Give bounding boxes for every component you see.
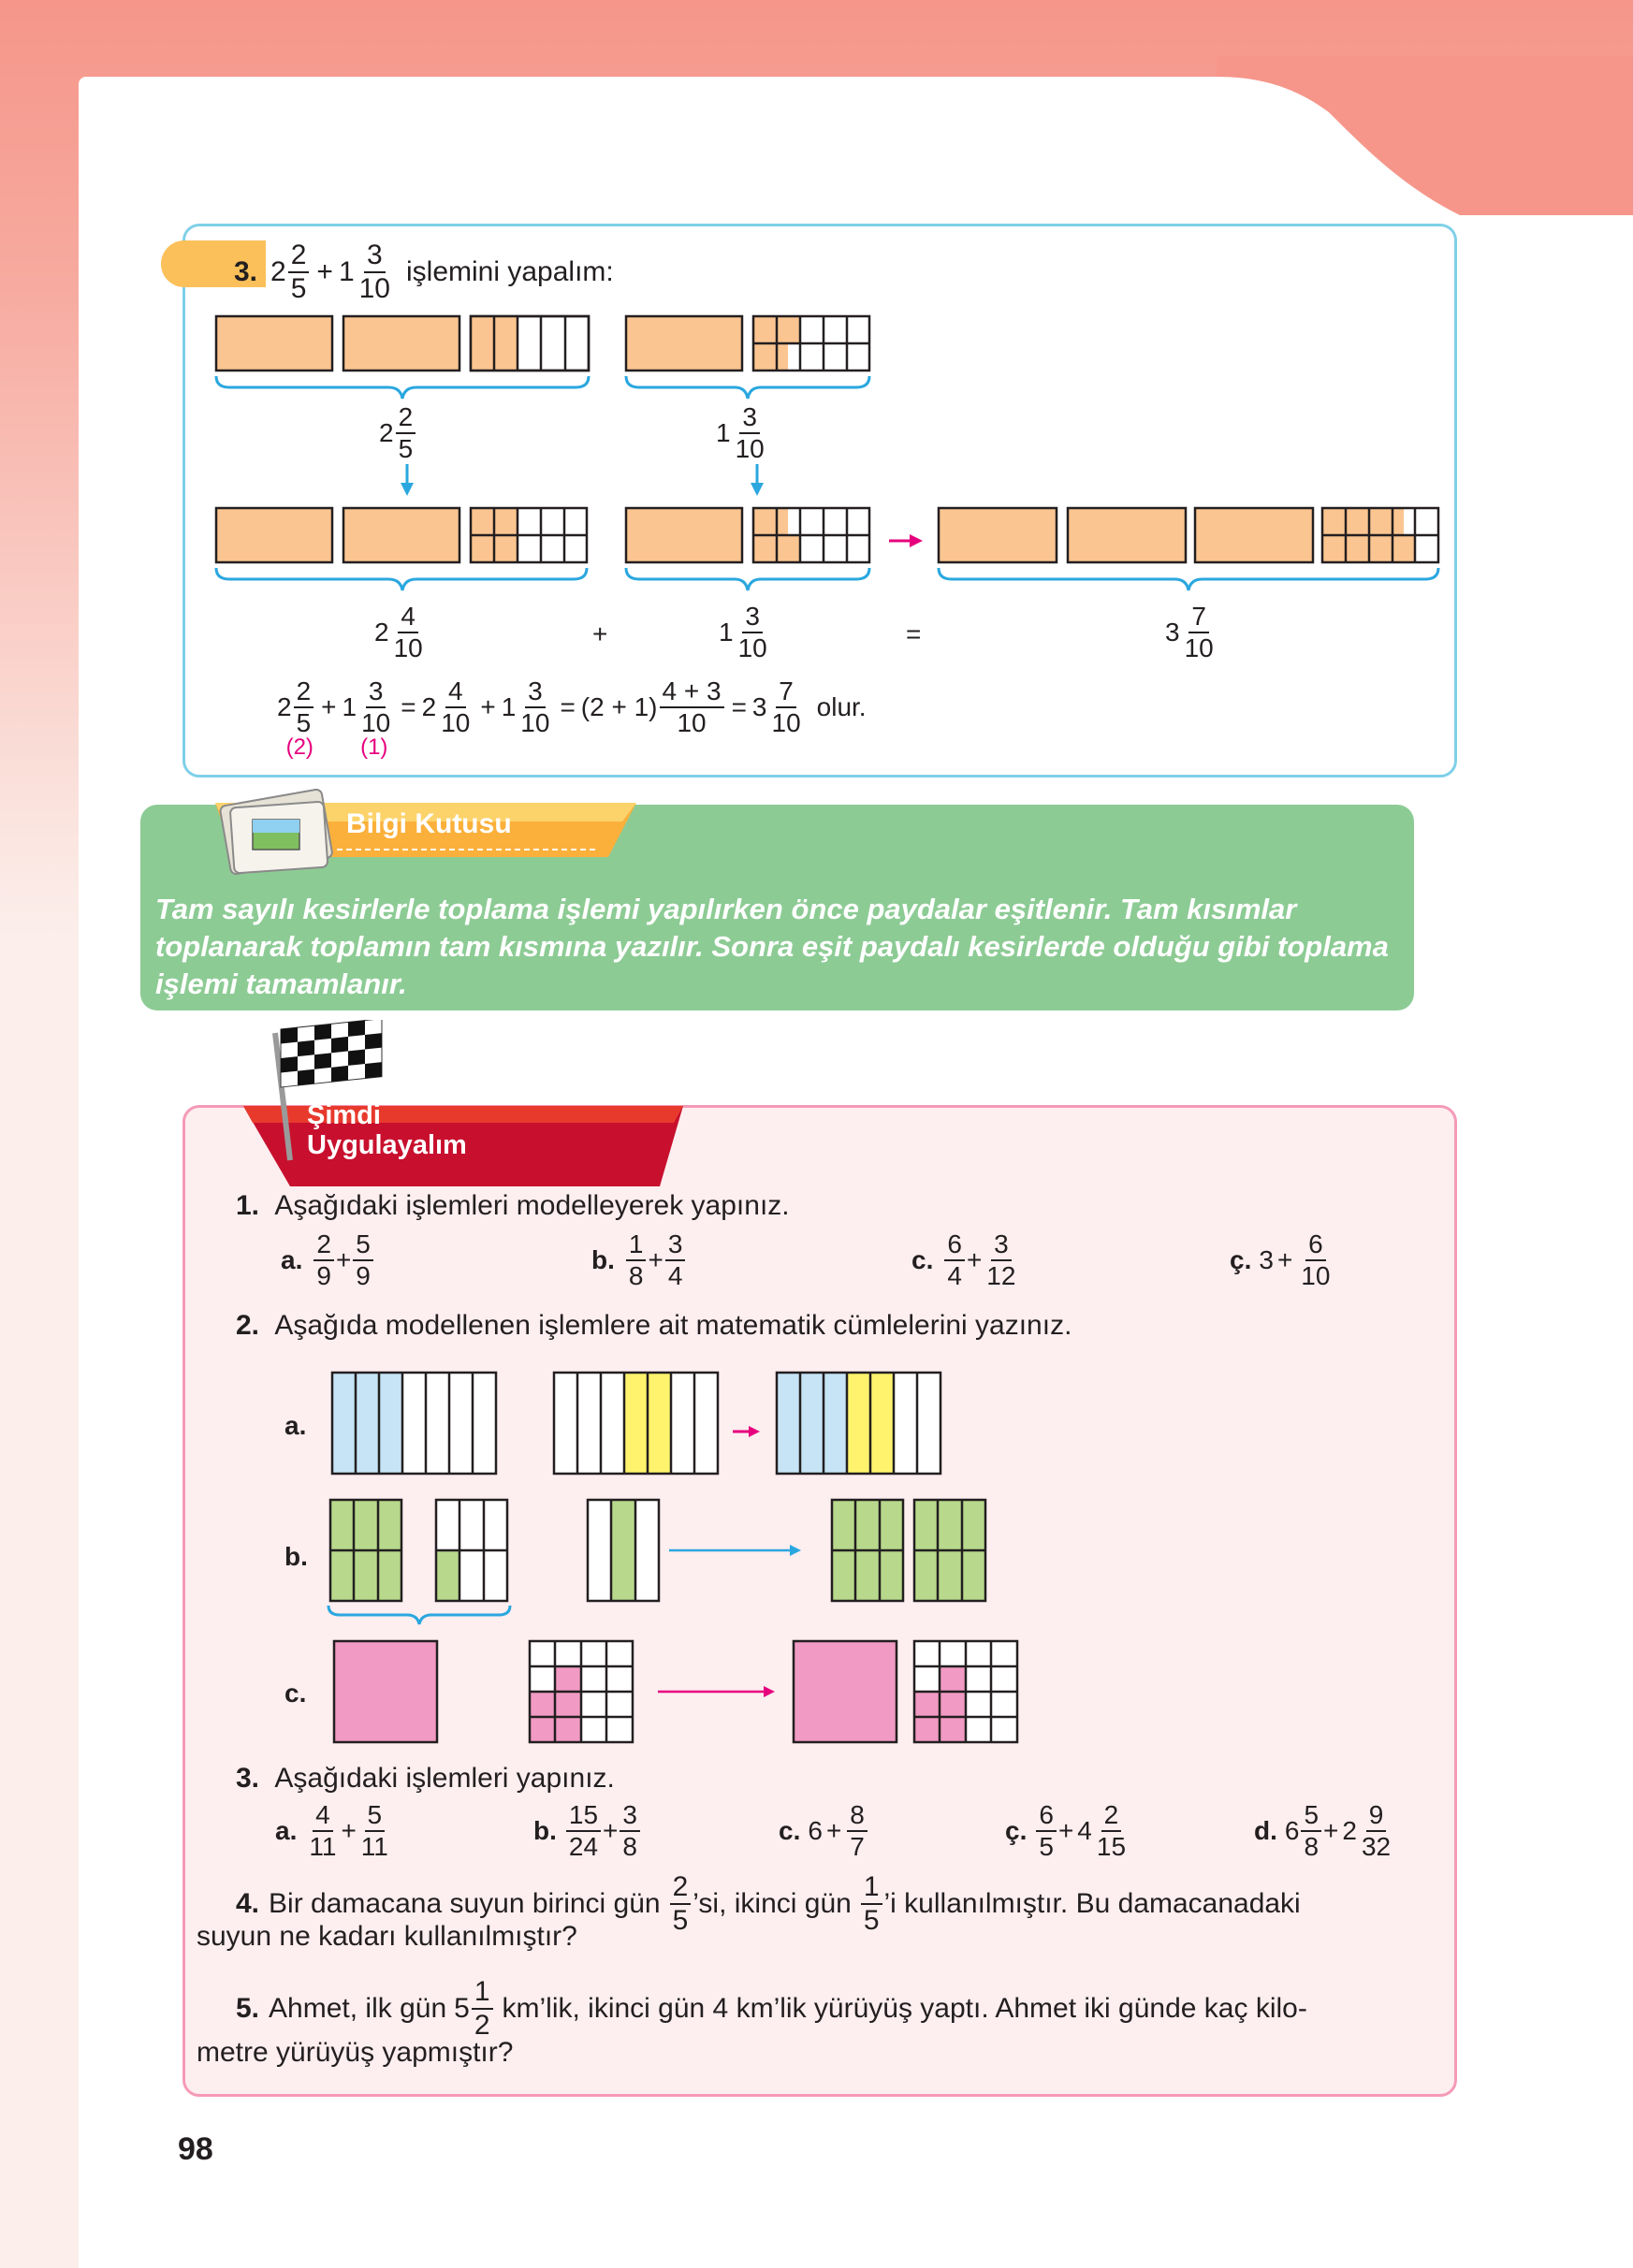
q2-models-diagram	[318, 1361, 1048, 1754]
model-2-4-10	[216, 508, 587, 562]
q1-item-b: b. $\frac{1}{8}$ + $\frac{3}{4}$	[591, 1231, 687, 1289]
model-a-middle	[554, 1373, 718, 1474]
plus-sign: +	[316, 256, 333, 287]
model-1-3-10-b	[626, 508, 869, 562]
q3-item-a: a. $\frac{4}{11}$ + $\frac{5}{11}$	[275, 1800, 388, 1861]
equals-sign: =	[906, 619, 922, 648]
fraction: $\frac{2}{5}$	[288, 241, 310, 303]
label-2-2-5: 2 $\frac{2}{5}$	[379, 404, 417, 462]
question-1: 1. Aşağıdaki işlemleri modelleyerek yapınız.	[236, 1190, 790, 1221]
question-2-text: Aşağıda modellenen işlemlere ait matematik cümlelerini yazınız.	[274, 1310, 1072, 1341]
model-a-result	[777, 1373, 940, 1474]
label-2-4-10: 2 $\frac{4}{10}$	[374, 602, 423, 662]
plus-sign: +	[592, 619, 608, 648]
solution-equation: 2 2 5 (2) + 1 3 10 (1) = 2 $\frac{4}{10}$ + 1 $\frac{3}{10}$ = (2 + 1) $\frac{4 + 3}{10}$ = 3 $\frac{7}{10}$ olur.	[277, 676, 867, 760]
expansion-multiplier: (1)	[360, 734, 388, 760]
question-5-line2: metre yürüyüş yapmıştır?	[197, 2037, 514, 2068]
model-b-middle	[588, 1500, 659, 1601]
model-c-result	[794, 1641, 1017, 1742]
q1-item-a: a. $\frac{2}{9}$ + $\frac{5}{9}$	[281, 1231, 375, 1289]
mixed-whole: 2	[270, 256, 286, 287]
newspaper-icon	[220, 789, 333, 875]
q2-label-a: a.	[284, 1411, 307, 1440]
model-b-left	[330, 1500, 507, 1601]
model-a-left	[332, 1373, 496, 1474]
q2-label-c: c.	[284, 1679, 307, 1708]
q3-item-c: c. 6 + $\frac{8}{7}$	[779, 1802, 869, 1860]
question-4: 4. Bir damacana suyun birinci gün $\frac{2}{5}$ ’si, ikinci gün $\frac{1}{5}$ ’i kullanılmıştır. Bu damacanadaki	[236, 1871, 1301, 1936]
question-5: 5. Ahmet, ilk gün 5 $\frac{1}{2}$ km’lik, ikinci gün 4 km’lik yürüyüş yaptı. Ahmet iki günde kaç kilo-	[236, 1976, 1307, 2041]
problem-3-text: işlemini yapalım:	[406, 256, 614, 287]
q3-item-d: d. 6 $\frac{5}{8}$ + 2 $\frac{9}{32}$	[1254, 1800, 1392, 1861]
q1-item-c: c. $\frac{6}{4}$ + $\frac{3}{12}$	[911, 1229, 1016, 1290]
practice-title-line2: Uygulayalım	[307, 1130, 467, 1160]
practice-title	[307, 1100, 467, 1160]
fraction: $\frac{3}{10}$	[358, 240, 390, 304]
question-3: 3. Aşağıdaki işlemleri yapınız.	[236, 1763, 615, 1794]
expansion-multiplier: (2)	[285, 734, 313, 760]
model-2-2-5	[216, 316, 589, 371]
label-1-3-10-b: 1 $\frac{3}{10}$	[719, 602, 767, 662]
question-1-text: Aşağıdaki işlemleri modelleyerek yapınız.	[274, 1190, 790, 1221]
question-4-line2: suyun ne kadarı kullanılmıştır?	[197, 1921, 577, 1952]
problem-number: 3.	[234, 256, 258, 287]
label-3-7-10: 3 $\frac{7}{10}$	[1165, 602, 1214, 662]
question-3-text: Aşağıdaki işlemleri yapınız.	[274, 1763, 615, 1794]
model-c-left	[334, 1641, 633, 1742]
practice-title-line1: Şimdi	[307, 1100, 381, 1130]
info-box-title: Bilgi Kutusu	[346, 808, 512, 839]
q3-item-b: b. $\frac{15}{24}$ + $\frac{3}{8}$	[533, 1802, 642, 1860]
model-1-3-10	[626, 316, 869, 371]
model-3-7-10	[939, 508, 1438, 562]
corner-decoration	[1217, 56, 1633, 215]
q3-item-cc: ç. $\frac{6}{5}$ + 4 $\frac{2}{15}$	[1005, 1800, 1127, 1861]
page-number: 98	[178, 2131, 213, 2167]
q1-item-cc: ç. 3 + $\frac{6}{10}$	[1230, 1229, 1331, 1290]
q2-label-b: b.	[284, 1542, 308, 1571]
model-b-result	[832, 1500, 985, 1601]
info-box-text: Tam sayılı kesirlerle toplama işlemi yapılırken önce paydalar eşitlenir. Tam kısımlar toplanarak toplamın tam kısmına yazılır. Sonra eşit paydalı kesirlerde olduğu gibi toplama işlemi tamamlanır.	[155, 893, 1389, 1000]
mixed-whole: 1	[338, 256, 355, 287]
problem-3-header	[234, 241, 614, 303]
question-2: 2. Aşağıda modellenen işlemlere ait matematik cümlelerini yazınız.	[236, 1310, 1072, 1341]
label-1-3-10: 1 $\frac{3}{10}$	[716, 402, 765, 463]
fraction-models-diagram	[182, 299, 1455, 599]
